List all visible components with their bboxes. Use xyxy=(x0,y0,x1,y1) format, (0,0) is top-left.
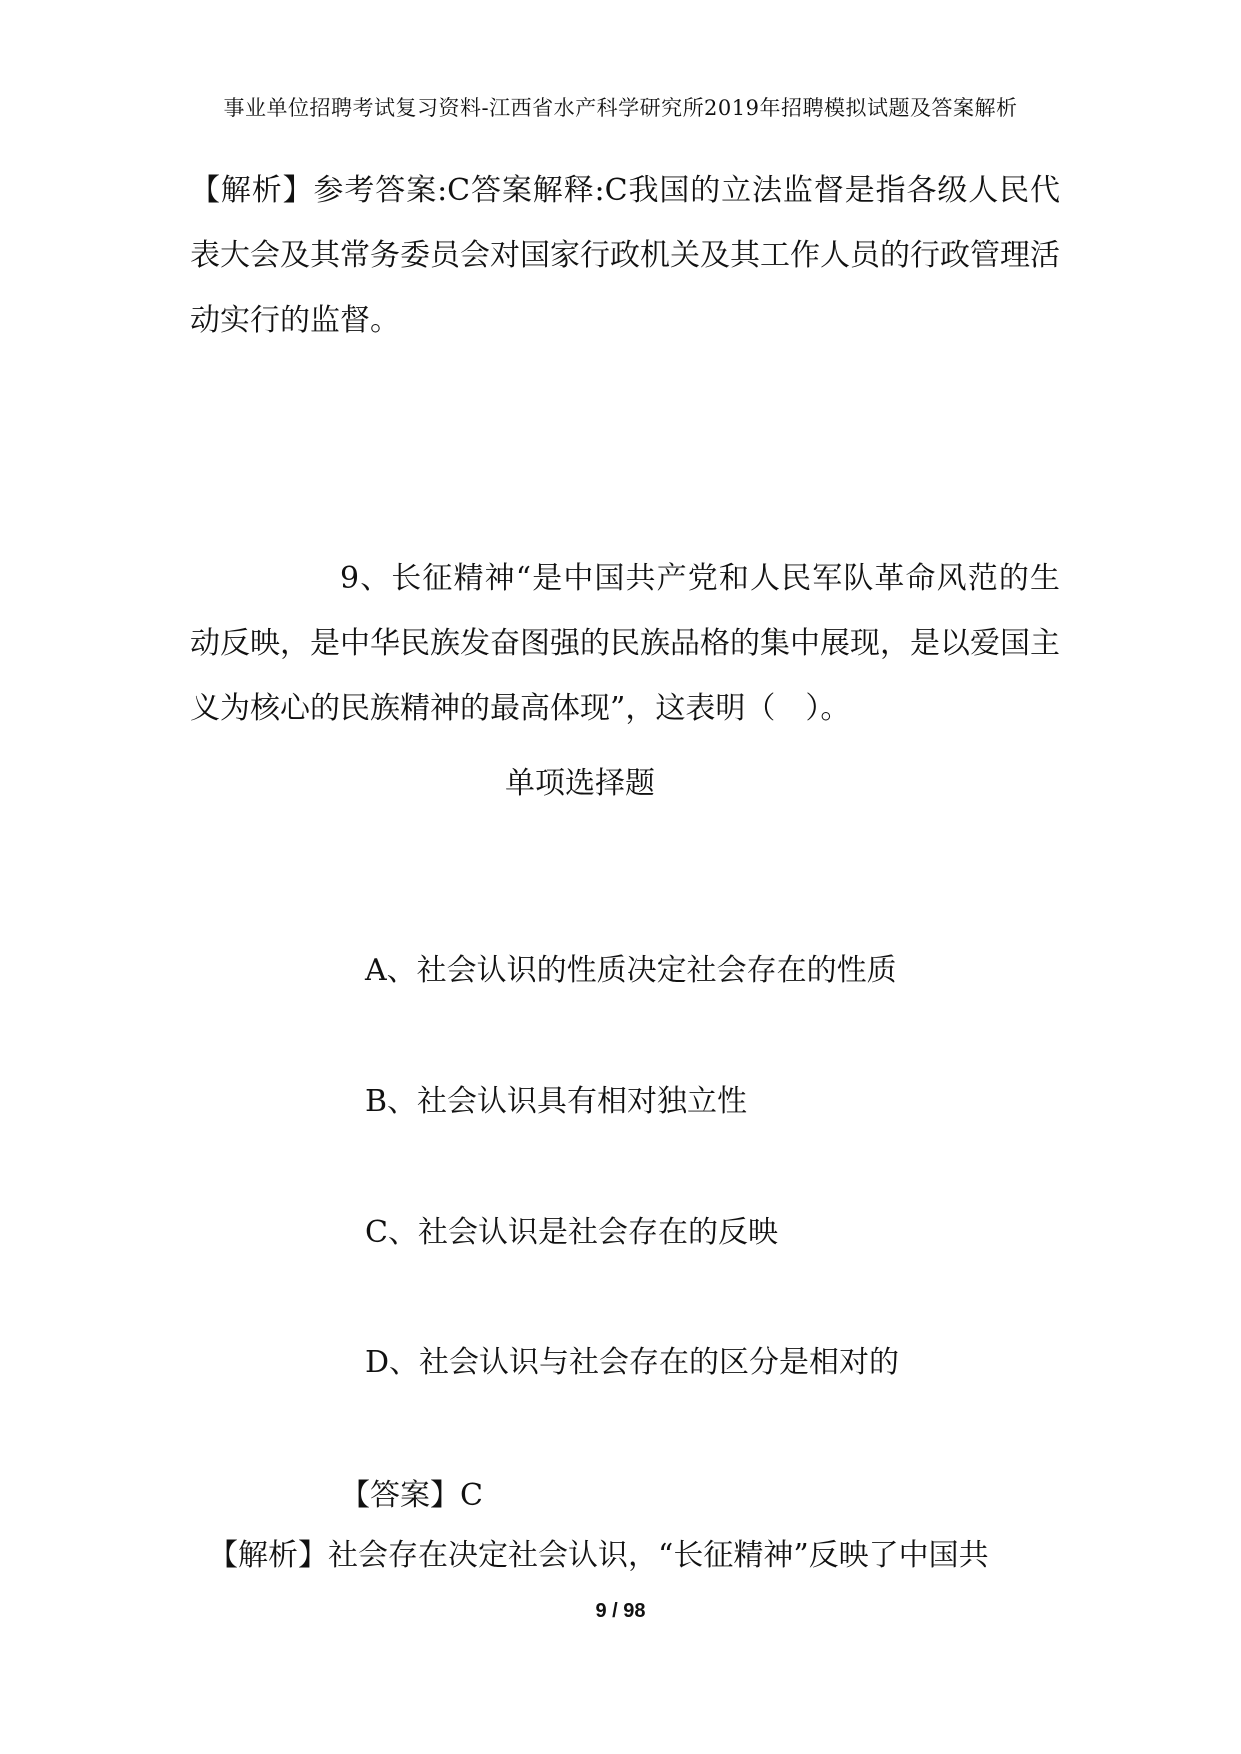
question-text: 9、长征精神“是中国共产党和人民军队革命风范的生动反映，是中华民族发奋图强的民族品格的集中展现，是以爱国主义为核心的民族精神的最高体现”，这表明（ ）。 xyxy=(190,561,1060,726)
option-d: D、社会认识与社会存在的区分是相对的 xyxy=(365,1345,900,1380)
page-number: 9 / 98 xyxy=(595,1600,646,1622)
option-b: B、社会认识具有相对独立性 xyxy=(365,1084,748,1119)
previous-analysis: 【解析】参考答案:C答案解释:C我国的立法监督是指各级人民代表大会及其常务委员会对国家行政机关及其工作人员的行政管理活动实行的监督。 xyxy=(190,173,1060,338)
page-header: 事业单位招聘考试复习资料-江西省水产科学研究所2019年招聘模拟试题及答案解析 xyxy=(223,96,1018,120)
option-c: C、社会认识是社会存在的反映 xyxy=(365,1215,778,1250)
option-a: A、社会认识的性质决定社会存在的性质 xyxy=(365,953,897,988)
answer: 【答案】C xyxy=(340,1478,483,1513)
question-analysis: 【解析】社会存在决定社会认识，“长征精神”反映了中国共 xyxy=(208,1538,989,1573)
question-type: 单项选择题 xyxy=(505,766,655,801)
